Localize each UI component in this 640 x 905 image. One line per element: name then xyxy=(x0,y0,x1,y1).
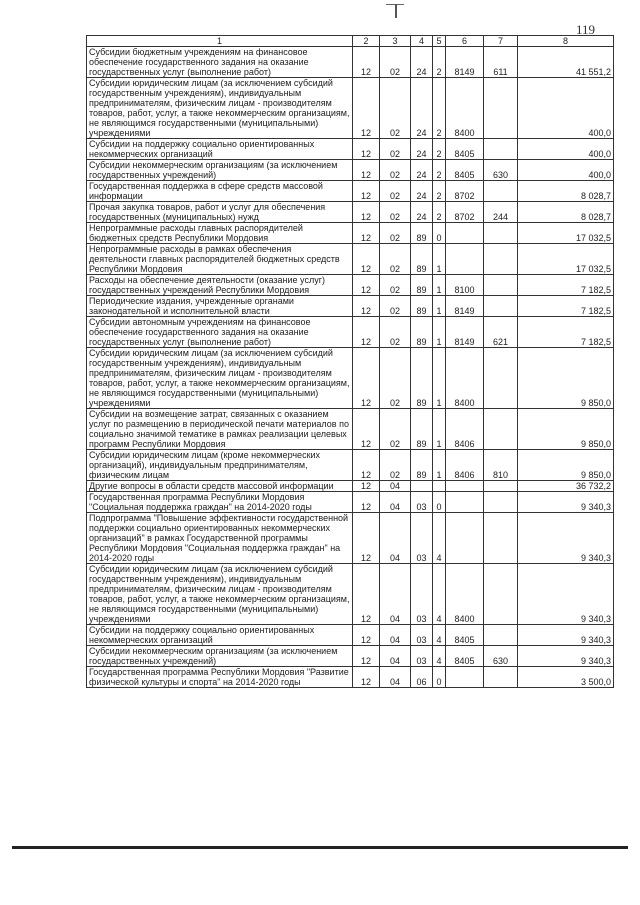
subprogram-code-cell: 4 xyxy=(433,625,446,646)
item-name-cell: Субсидии на поддержку социально ориентированных некоммерческих организаций xyxy=(87,625,353,646)
table-row xyxy=(87,492,614,513)
subprogram-code-cell: 1 xyxy=(433,348,446,409)
subsection-code-cell: 02 xyxy=(380,244,411,275)
table-row xyxy=(87,139,614,160)
table-row xyxy=(87,78,614,139)
expense-code-cell xyxy=(446,244,484,275)
expense-code-cell: 8405 xyxy=(446,625,484,646)
expense-code-cell: 8149 xyxy=(446,47,484,78)
subprogram-code-cell: 2 xyxy=(433,47,446,78)
item-name-cell: Субсидии юридическим лицам (за исключением субсидий государственным учреждениям), индивидуальным предпринимателям, физическим лицам - производителям товаров, работ, услуг, а также некоммерческим организациям, не являющимся государственными (муниципальными) учреждениями xyxy=(87,564,353,625)
table-row xyxy=(87,202,614,223)
subprogram-code-cell: 1 xyxy=(433,275,446,296)
subsection-code-cell: 02 xyxy=(380,160,411,181)
program-code-cell: 03 xyxy=(411,513,433,564)
section-code-cell: 12 xyxy=(353,296,380,317)
header-cell: 8 xyxy=(518,36,614,47)
section-code-cell: 12 xyxy=(353,317,380,348)
expense-code-cell xyxy=(446,513,484,564)
expense-code-cell: 8702 xyxy=(446,181,484,202)
item-name-cell: Расходы на обеспечение деятельности (оказание услуг) государственных учреждений Республики Мордовия xyxy=(87,275,353,296)
expense-code-cell xyxy=(446,223,484,244)
expense-type-cell xyxy=(484,244,518,275)
program-code-cell: 24 xyxy=(411,47,433,78)
program-code-cell: 24 xyxy=(411,181,433,202)
expense-type-cell xyxy=(484,492,518,513)
program-code-cell: 89 xyxy=(411,348,433,409)
program-code-cell: 89 xyxy=(411,450,433,481)
item-name-cell: Государственная поддержка в сфере средств массовой информации xyxy=(87,181,353,202)
subsection-code-cell: 04 xyxy=(380,646,411,667)
expense-type-cell xyxy=(484,667,518,688)
subprogram-code-cell xyxy=(433,481,446,492)
section-code-cell: 12 xyxy=(353,564,380,625)
program-code-cell: 89 xyxy=(411,296,433,317)
program-code-cell: 03 xyxy=(411,492,433,513)
subsection-code-cell: 02 xyxy=(380,139,411,160)
subprogram-code-cell: 2 xyxy=(433,160,446,181)
expense-code-cell: 8405 xyxy=(446,646,484,667)
item-name-cell: Субсидии некоммерческим организациям (за исключением государственных учреждений) xyxy=(87,160,353,181)
section-code-cell: 12 xyxy=(353,513,380,564)
subsection-code-cell: 02 xyxy=(380,409,411,450)
expense-code-cell: 8406 xyxy=(446,409,484,450)
program-code-cell: 89 xyxy=(411,244,433,275)
expense-code-cell xyxy=(446,492,484,513)
expense-type-cell xyxy=(484,481,518,492)
expense-type-cell xyxy=(484,139,518,160)
expense-code-cell: 8400 xyxy=(446,564,484,625)
expense-code-cell xyxy=(446,481,484,492)
amount-cell: 7 182,5 xyxy=(518,275,614,296)
table-row xyxy=(87,348,614,409)
expense-code-cell: 8149 xyxy=(446,296,484,317)
expense-type-cell xyxy=(484,78,518,139)
subsection-code-cell: 02 xyxy=(380,348,411,409)
item-name-cell: Непрограммные расходы главных распорядителей бюджетных средств Республики Мордовия xyxy=(87,223,353,244)
expense-type-cell: 630 xyxy=(484,646,518,667)
amount-cell: 400,0 xyxy=(518,78,614,139)
amount-cell: 7 182,5 xyxy=(518,317,614,348)
item-name-cell: Субсидии юридическим лицам (кроме некоммерческих организаций), индивидуальным предпринимателям, физическим лицам xyxy=(87,450,353,481)
expense-code-cell: 8400 xyxy=(446,348,484,409)
section-code-cell: 12 xyxy=(353,78,380,139)
table-row xyxy=(87,275,614,296)
item-name-cell: Периодические издания, учрежденные органами законодательной и исполнительной власти xyxy=(87,296,353,317)
amount-cell: 400,0 xyxy=(518,160,614,181)
subprogram-code-cell: 1 xyxy=(433,409,446,450)
subprogram-code-cell: 1 xyxy=(433,244,446,275)
expense-type-cell xyxy=(484,181,518,202)
expense-type-cell xyxy=(484,513,518,564)
subsection-code-cell: 04 xyxy=(380,513,411,564)
subprogram-code-cell: 0 xyxy=(433,223,446,244)
table-row xyxy=(87,181,614,202)
header-cell: 3 xyxy=(380,36,411,47)
amount-cell: 9 340,3 xyxy=(518,646,614,667)
table-row xyxy=(87,667,614,688)
item-name-cell: Другие вопросы в области средств массовой информации xyxy=(87,481,353,492)
header-cell: 1 xyxy=(87,36,353,47)
subsection-code-cell: 02 xyxy=(380,450,411,481)
amount-cell: 9 850,0 xyxy=(518,348,614,409)
scan-mark-stem xyxy=(395,4,397,18)
subsection-code-cell: 02 xyxy=(380,275,411,296)
program-code-cell xyxy=(411,481,433,492)
amount-cell: 9 340,3 xyxy=(518,492,614,513)
expense-code-cell: 8405 xyxy=(446,139,484,160)
expense-type-cell: 630 xyxy=(484,160,518,181)
table-row xyxy=(87,296,614,317)
item-name-cell: Государственная программа Республики Мордовия "Социальная поддержка граждан" на 2014-2020 годы xyxy=(87,492,353,513)
item-name-cell: Государственная программа Республики Мордовия "Развитие физической культуры и спорта" на 2014-2020 годы xyxy=(87,667,353,688)
amount-cell: 17 032,5 xyxy=(518,223,614,244)
subsection-code-cell: 04 xyxy=(380,564,411,625)
section-code-cell: 12 xyxy=(353,47,380,78)
program-code-cell: 89 xyxy=(411,223,433,244)
item-name-cell: Субсидии на возмещение затрат, связанных с оказанием услуг по размещению в периодической печати материалов по социально значимой тематике в рамках реализации целевых программ Республики Мордовия xyxy=(87,409,353,450)
program-code-cell: 89 xyxy=(411,275,433,296)
program-code-cell: 03 xyxy=(411,564,433,625)
subsection-code-cell: 02 xyxy=(380,47,411,78)
expense-type-cell: 244 xyxy=(484,202,518,223)
header-cell: 4 xyxy=(411,36,433,47)
amount-cell: 36 732,2 xyxy=(518,481,614,492)
table-row xyxy=(87,160,614,181)
expense-type-cell: 621 xyxy=(484,317,518,348)
amount-cell: 41 551,2 xyxy=(518,47,614,78)
table-row xyxy=(87,450,614,481)
table-row xyxy=(87,317,614,348)
expense-code-cell: 8100 xyxy=(446,275,484,296)
expense-code-cell: 8406 xyxy=(446,450,484,481)
table-row xyxy=(87,625,614,646)
amount-cell: 9 850,0 xyxy=(518,409,614,450)
expense-type-cell xyxy=(484,625,518,646)
program-code-cell: 03 xyxy=(411,625,433,646)
expense-type-cell xyxy=(484,348,518,409)
item-name-cell: Непрограммные расходы в рамках обеспечения деятельности главных распорядителей бюджетных средств Республики Мордовия xyxy=(87,244,353,275)
section-code-cell: 12 xyxy=(353,244,380,275)
subsection-code-cell: 04 xyxy=(380,625,411,646)
subprogram-code-cell: 4 xyxy=(433,646,446,667)
item-name-cell: Прочая закупка товаров, работ и услуг для обеспечения государственных (муниципальных) нужд xyxy=(87,202,353,223)
amount-cell: 8 028,7 xyxy=(518,181,614,202)
table-row xyxy=(87,646,614,667)
subprogram-code-cell: 2 xyxy=(433,78,446,139)
section-code-cell: 12 xyxy=(353,646,380,667)
expense-code-cell: 8149 xyxy=(446,317,484,348)
section-code-cell: 12 xyxy=(353,160,380,181)
section-code-cell: 12 xyxy=(353,275,380,296)
table-row xyxy=(87,513,614,564)
section-code-cell: 12 xyxy=(353,181,380,202)
item-name-cell: Субсидии некоммерческим организациям (за исключением государственных учреждений) xyxy=(87,646,353,667)
expense-code-cell: 8405 xyxy=(446,160,484,181)
expense-code-cell: 8400 xyxy=(446,78,484,139)
header-row xyxy=(87,36,614,47)
bottom-rule xyxy=(12,846,628,849)
subsection-code-cell: 02 xyxy=(380,223,411,244)
table-row xyxy=(87,244,614,275)
subprogram-code-cell: 0 xyxy=(433,667,446,688)
table-row xyxy=(87,47,614,78)
program-code-cell: 24 xyxy=(411,160,433,181)
amount-cell: 7 182,5 xyxy=(518,296,614,317)
expense-code-cell: 8702 xyxy=(446,202,484,223)
expense-type-cell: 810 xyxy=(484,450,518,481)
subprogram-code-cell: 0 xyxy=(433,492,446,513)
amount-cell: 8 028,7 xyxy=(518,202,614,223)
subsection-code-cell: 02 xyxy=(380,78,411,139)
program-code-cell: 24 xyxy=(411,202,433,223)
expense-type-cell xyxy=(484,409,518,450)
program-code-cell: 24 xyxy=(411,78,433,139)
amount-cell: 400,0 xyxy=(518,139,614,160)
amount-cell: 9 340,3 xyxy=(518,513,614,564)
section-code-cell: 12 xyxy=(353,625,380,646)
expense-type-cell xyxy=(484,564,518,625)
item-name-cell: Субсидии автономным учреждениям на финансовое обеспечение государственного задания на оказание государственных услуг (выполнение работ) xyxy=(87,317,353,348)
program-code-cell: 89 xyxy=(411,317,433,348)
program-code-cell: 03 xyxy=(411,646,433,667)
header-cell: 2 xyxy=(353,36,380,47)
subsection-code-cell: 04 xyxy=(380,492,411,513)
item-name-cell: Субсидии на поддержку социально ориентированных некоммерческих организаций xyxy=(87,139,353,160)
budget-table xyxy=(86,35,614,688)
program-code-cell: 06 xyxy=(411,667,433,688)
section-code-cell: 12 xyxy=(353,202,380,223)
section-code-cell: 12 xyxy=(353,667,380,688)
item-name-cell: Субсидии юридическим лицам (за исключением субсидий государственным учреждениям), индивидуальным предпринимателям, физическим лицам - производителям товаров, работ, услуг, а также некоммерческим организациям, не являющимся государственными (муниципальными) учреждениями xyxy=(87,78,353,139)
section-code-cell: 12 xyxy=(353,139,380,160)
subprogram-code-cell: 4 xyxy=(433,513,446,564)
amount-cell: 9 340,3 xyxy=(518,625,614,646)
section-code-cell: 12 xyxy=(353,348,380,409)
item-name-cell: Субсидии юридическим лицам (за исключением субсидий государственным учреждениям), индивидуальным предпринимателям, физическим лицам - производителям товаров, работ, услуг, а также некоммерческим организациям, не являющимся государственными (муниципальными) учреждениями xyxy=(87,348,353,409)
section-code-cell: 12 xyxy=(353,492,380,513)
subprogram-code-cell: 1 xyxy=(433,450,446,481)
subprogram-code-cell: 4 xyxy=(433,564,446,625)
table-row xyxy=(87,223,614,244)
expense-type-cell xyxy=(484,275,518,296)
page-number: 119 xyxy=(576,22,596,37)
amount-cell: 17 032,5 xyxy=(518,244,614,275)
expense-code-cell xyxy=(446,667,484,688)
amount-cell: 3 500,0 xyxy=(518,667,614,688)
program-code-cell: 89 xyxy=(411,409,433,450)
subprogram-code-cell: 2 xyxy=(433,139,446,160)
table-row xyxy=(87,481,614,492)
header-cell: 7 xyxy=(484,36,518,47)
expense-type-cell xyxy=(484,296,518,317)
section-code-cell: 12 xyxy=(353,223,380,244)
subsection-code-cell: 02 xyxy=(380,296,411,317)
amount-cell: 9 340,3 xyxy=(518,564,614,625)
subsection-code-cell: 02 xyxy=(380,202,411,223)
header-cell: 5 xyxy=(433,36,446,47)
header-cell: 6 xyxy=(446,36,484,47)
section-code-cell: 12 xyxy=(353,409,380,450)
subprogram-code-cell: 2 xyxy=(433,181,446,202)
subprogram-code-cell: 1 xyxy=(433,317,446,348)
item-name-cell: Субсидии бюджетным учреждениям на финансовое обеспечение государственного задания на оказание государственных услуг (выполнение работ) xyxy=(87,47,353,78)
subsection-code-cell: 02 xyxy=(380,181,411,202)
amount-cell: 9 850,0 xyxy=(518,450,614,481)
table-row xyxy=(87,564,614,625)
subsection-code-cell: 02 xyxy=(380,317,411,348)
expense-type-cell xyxy=(484,223,518,244)
section-code-cell: 12 xyxy=(353,481,380,492)
item-name-cell: Подпрограмма "Повышение эффективности государственной поддержки социально ориентированных некоммерческих организаций" в рамках Государственной программы Республики Мордовия "Социальная поддержка граждан" на 2014-2020 годы xyxy=(87,513,353,564)
expense-type-cell: 611 xyxy=(484,47,518,78)
section-code-cell: 12 xyxy=(353,450,380,481)
subsection-code-cell: 04 xyxy=(380,481,411,492)
subsection-code-cell: 04 xyxy=(380,667,411,688)
table-row xyxy=(87,409,614,450)
subprogram-code-cell: 1 xyxy=(433,296,446,317)
program-code-cell: 24 xyxy=(411,139,433,160)
subprogram-code-cell: 2 xyxy=(433,202,446,223)
